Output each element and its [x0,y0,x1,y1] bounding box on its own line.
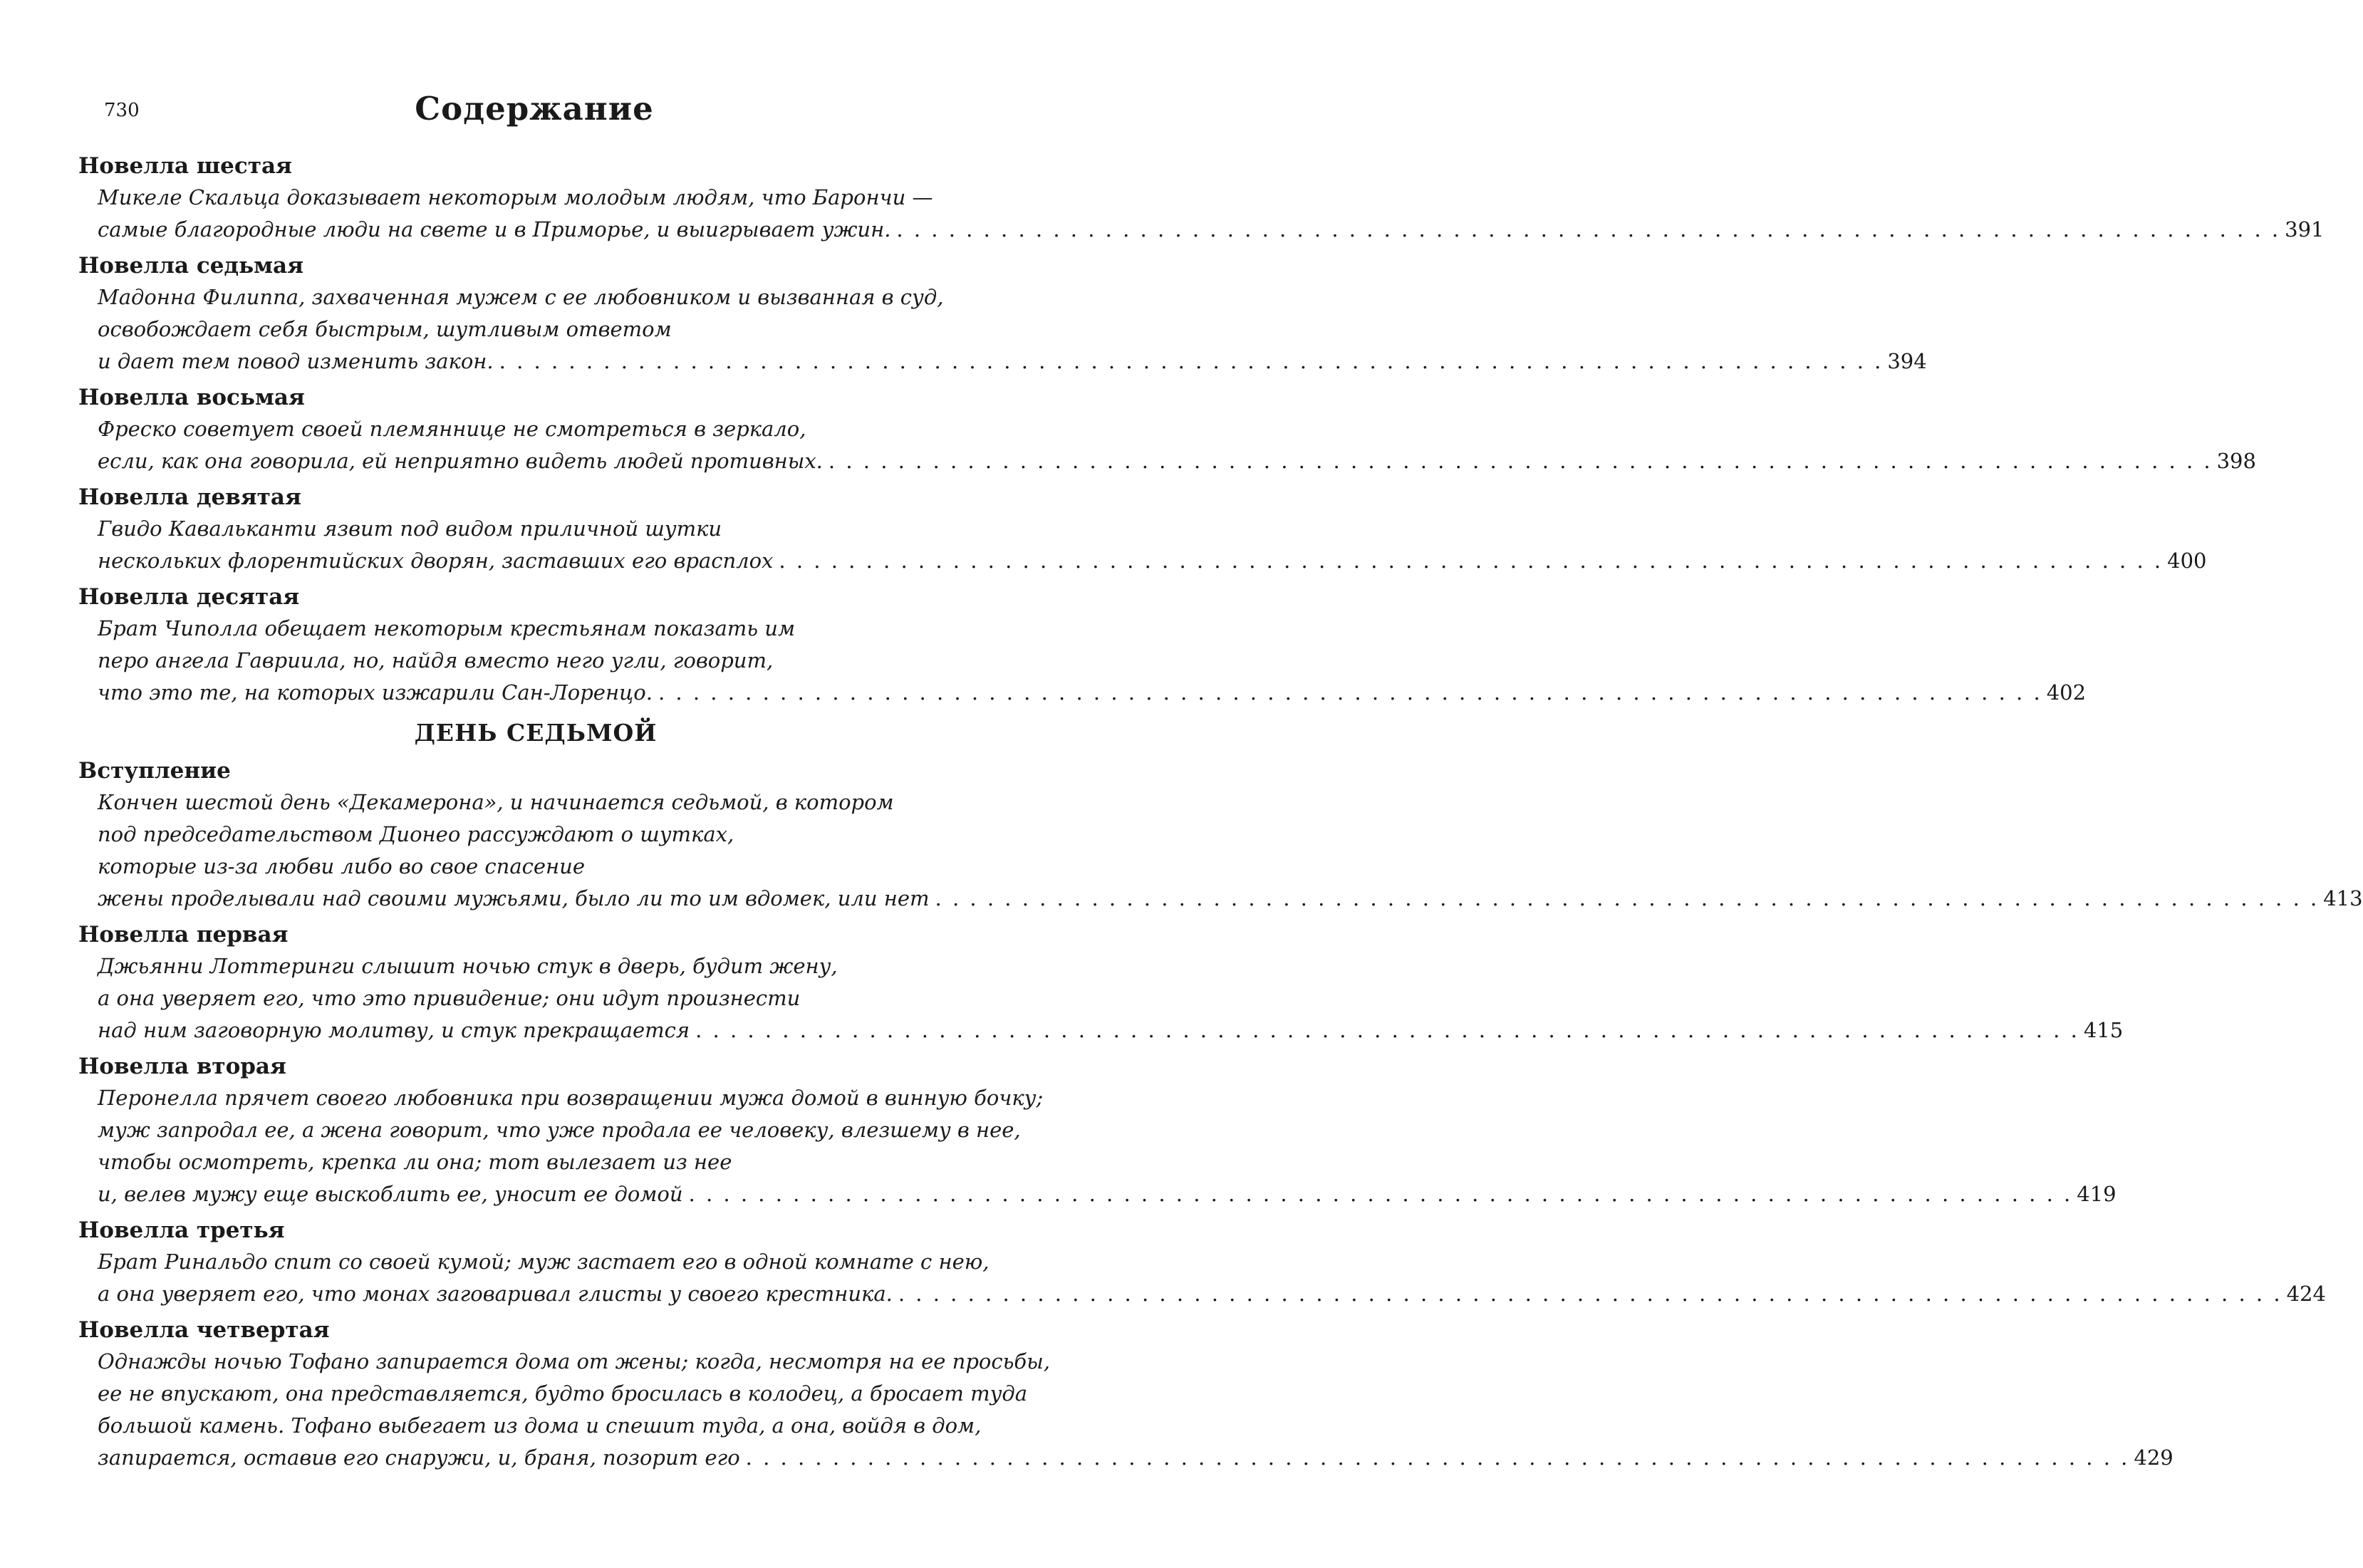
toc-entry-title: Новелла вторая [78,1054,286,1079]
toc-page-number: 391 [2285,217,2325,242]
description-line: запирается, оставив его снаружи, и, браня, позорит его [98,1445,740,1470]
toc-group-day-seven [78,755,2363,1478]
toc-entry [78,382,2256,482]
description-line: Однажды ночью Тофано запирается дома от жены; когда, несмотря на ее просьбы, [98,1349,1050,1374]
description-last-line [98,346,1927,378]
toc-entry [78,1051,2117,1215]
description-line: что это те, на которых изжарили Сан-Лоренцо. [98,680,653,705]
description-line: Перонелла прячет своего любовника при возвращении мужа домой в винную бочку; [98,1086,1044,1110]
description-line: Гвидо Кавальканти язвит под видом приличной шутки [98,516,722,541]
dot-leader: . . . . . . . . . . . . . . . . . . . . . . . . . . . . . . . . . . . . . . . . . . . . . . . . . . . . . . . . . . . . . . . . . . . . . . . . . . . . . . . . [499,349,1884,373]
toc-page-number: 398 [2216,449,2256,473]
toc-entry-title: Новелла седьмая [78,253,304,279]
description-line: муж запродал ее, а жена говорит, что уже продала ее человеку, влезшему в нее, [98,1118,1021,1142]
description-line: Брат Чиполла обещает некоторым крестьянам показать им [98,616,796,640]
description-last-line [98,1442,2174,1474]
page-number: 730 [104,100,140,121]
description-line: над ним заговорную молитву, и стук прекращается [98,1018,690,1042]
description-line: Микеле Скальца доказывает некоторым молодым людям, что Барончи — [98,185,933,209]
description-line: а она уверяет его, что монах заговаривал глисты у своего крестника. [98,1282,893,1306]
description-line: Мадонна Филиппа, захваченная мужем с ее любовником и вызванная в суд, [98,285,944,309]
toc-page-number: 394 [1887,349,1927,373]
description-line: а она уверяет его, что это привидение; они идут произнести [98,986,801,1010]
toc-entry-title: Новелла десятая [78,584,300,610]
toc-entry-description [98,950,2124,1047]
dot-leader: . . . . . . . . . . . . . . . . . . . . . . . . . . . . . . . . . . . . . . . . . . . . . . . . . . . . . . . . . . . . . . . . . . . . . . . . . . . . . . . . [695,1018,2079,1042]
toc-entry-title: Вступление [78,758,231,784]
toc-entry [78,755,2363,919]
description-line: которые из-за любви либо во свое спасение [98,854,585,878]
description-line: ее не впускают, она представляется, будто бросилась в колодец, а бросает туда [98,1381,1028,1406]
dot-leader: . . . . . . . . . . . . . . . . . . . . . . . . . . . . . . . . . . . . . . . . . . . . . . . . . . . . . . . . . . . . . . . . . . . . . . . . . . . . . . . . [745,1445,2130,1470]
toc-page-number: 413 [2323,886,2363,910]
description-last-line [98,214,2325,246]
description-line: Кончен шестой день «Декамерона», и начинается седьмой, в котором [98,790,894,814]
toc-entry-title: Новелла третья [78,1217,285,1243]
table-of-contents [78,150,2363,1478]
toc-entry-description [98,1082,2117,1210]
dot-leader: . . . . . . . . . . . . . . . . . . . . . . . . . . . . . . . . . . . . . . . . . . . . . . . . . . . . . . . . . . . . . . . . . . . . . . . . . . . . . . . . [828,449,2213,473]
toc-entry [78,1215,2326,1314]
toc-page-number: 400 [2167,549,2207,573]
toc-entry [78,1314,2174,1478]
toc-entry [78,581,2087,713]
section-heading: ДЕНЬ СЕДЬМОЙ [414,719,658,747]
description-line: Брат Ринальдо спит со своей кумой; муж застает его в одной комнате с нею, [98,1250,990,1274]
toc-entry-title: Новелла четвертая [78,1317,330,1343]
description-last-line [98,1278,2326,1310]
toc-page-number: 424 [2286,1282,2326,1306]
description-last-line [98,1014,2124,1047]
description-last-line [98,445,2256,477]
toc-entry-title: Новелла восьмая [78,385,305,410]
toc-entry-description [98,786,2363,915]
dot-leader: . . . . . . . . . . . . . . . . . . . . . . . . . . . . . . . . . . . . . . . . . . . . . . . . . . . . . . . . . . . . . . . . . . . . . . . . . . . . . . . . [779,549,2164,573]
toc-entry-description [98,182,2325,246]
toc-entry-description [98,413,2256,477]
description-line: перо ангела Гавриила, но, найдя вместо него угли, говорит, [98,648,774,673]
toc-page-number: 429 [2134,1445,2174,1470]
description-last-line [98,883,2363,915]
toc-entry [78,919,2124,1051]
description-line: чтобы осмотреть, крепка ли она; тот вылезает из нее [98,1150,732,1174]
toc-entry-title: Новелла шестая [78,153,292,179]
description-line: под председательством Дионео рассуждают о шутках, [98,822,734,846]
toc-entry-description [98,1246,2326,1310]
dot-leader: . . . . . . . . . . . . . . . . . . . . . . . . . . . . . . . . . . . . . . . . . . . . . . . . . . . . . . . . . . . . . . . . . . . . . . . . . . . . . . . . [935,886,2320,910]
toc-entry-description [98,613,2087,709]
toc-entry-description [98,513,2207,577]
toc-entry [78,150,2325,250]
description-line: и дает тем повод изменить закон. [98,349,494,373]
description-line: освобождает себя быстрым, шутливым ответом [98,317,672,341]
toc-entry-title: Новелла первая [78,922,289,947]
toc-page-number: 415 [2083,1018,2124,1042]
page-title: Содержание [415,90,654,128]
toc-entry-description [98,1346,2174,1474]
dot-leader: . . . . . . . . . . . . . . . . . . . . . . . . . . . . . . . . . . . . . . . . . . . . . . . . . . . . . . . . . . . . . . . . . . . . . . . . . . . . . . . . [896,217,2281,242]
description-line: и, велев мужу еще выскоблить ее, уносит ее домой [98,1182,683,1206]
description-last-line [98,677,2087,709]
toc-group-day-six [78,150,2325,713]
toc-entry-description [98,281,1927,378]
dot-leader: . . . . . . . . . . . . . . . . . . . . . . . . . . . . . . . . . . . . . . . . . . . . . . . . . . . . . . . . . . . . . . . . . . . . . . . . . . . . . . . . [658,680,2042,705]
description-last-line [98,545,2207,577]
toc-entry-title: Новелла девятая [78,484,301,510]
description-line: Фреско советует своей племяннице не смотреться в зеркало, [98,417,806,441]
description-line: большой камень. Тофано выбегает из дома и спешит туда, а она, войдя в дом, [98,1413,982,1438]
description-line: Джьянни Лоттеринги слышит ночью стук в дверь, будит жену, [98,954,838,978]
description-line: нескольких флорентийских дворян, заставших его врасплох [98,549,774,573]
description-line: если, как она говорила, ей неприятно видеть людей противных. [98,449,823,473]
toc-entry [78,482,2207,581]
description-last-line [98,1178,2117,1210]
description-line: самые благородные люди на свете и в Приморье, и выигрывает ужин. [98,217,891,242]
dot-leader: . . . . . . . . . . . . . . . . . . . . . . . . . . . . . . . . . . . . . . . . . . . . . . . . . . . . . . . . . . . . . . . . . . . . . . . . . . . . . . . . [898,1282,2282,1306]
toc-page-number: 419 [2077,1182,2117,1206]
toc-entry [78,250,1927,382]
toc-page-number: 402 [2046,680,2087,705]
dot-leader: . . . . . . . . . . . . . . . . . . . . . . . . . . . . . . . . . . . . . . . . . . . . . . . . . . . . . . . . . . . . . . . . . . . . . . . . . . . . . . . . [688,1182,2073,1206]
description-line: жены проделывали над своими мужьями, было ли то им вдомек, или нет [98,886,930,910]
